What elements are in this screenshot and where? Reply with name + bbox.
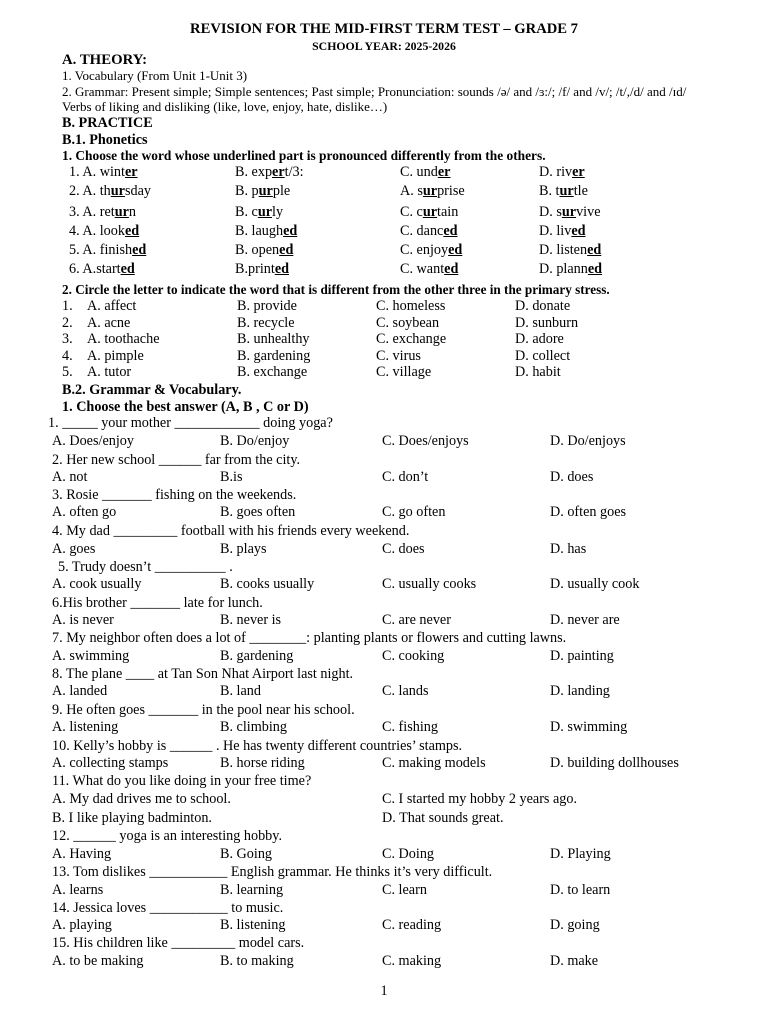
option-text: B. p xyxy=(235,183,259,199)
option-text: sday xyxy=(124,183,151,199)
answer-option[interactable]: D. to learn xyxy=(550,882,611,898)
option-text: 1. A. wint xyxy=(69,164,125,180)
answer-option[interactable]: C. cooking xyxy=(382,648,445,664)
answer-options xyxy=(0,612,768,629)
option-text: D. s xyxy=(539,204,562,220)
phonetics-row xyxy=(0,164,768,181)
option-text: 5. A. finish xyxy=(69,242,133,258)
underlined-part: ed xyxy=(120,261,135,277)
answer-options xyxy=(0,719,768,736)
answer-option[interactable]: C. Doing xyxy=(382,846,435,862)
school-year: SCHOOL YEAR: 2025-2026 xyxy=(312,39,456,53)
theory-grammar: 2. Grammar: Present simple; Simple sentences; Past simple; Pronunciation: sounds /ə/ and /ɜ:/; /f/ and /v/; /t/,/d/ and /ɪd/ xyxy=(62,84,687,99)
question-number: 5. xyxy=(62,364,73,380)
question-number: 1. xyxy=(62,298,73,314)
option-text: 3. A. ret xyxy=(69,204,115,220)
answer-option[interactable]: B. plays xyxy=(220,541,267,557)
phonetics-option xyxy=(235,164,304,181)
answer-options xyxy=(0,648,768,665)
stress-option: A. toothache xyxy=(87,331,160,347)
answer-option[interactable]: B.is xyxy=(220,469,243,485)
phonetics-option xyxy=(539,164,585,181)
answer-option[interactable]: C. making xyxy=(382,953,442,969)
underlined-part: ed xyxy=(571,223,586,239)
answer-options xyxy=(0,576,768,593)
question-text: 10. Kelly’s hobby is ______ . He has twenty different countries’ stamps. xyxy=(52,738,463,754)
answer-option[interactable]: D. building dollhouses xyxy=(550,755,679,771)
underlined-part: er xyxy=(572,164,585,180)
answer-option[interactable]: D. has xyxy=(550,541,587,557)
answer-option[interactable]: B. climbing xyxy=(220,719,287,735)
option-text: A. s xyxy=(400,183,423,199)
option-text: prise xyxy=(437,183,465,199)
underlined-part: er xyxy=(437,164,451,180)
phonetics-option xyxy=(539,223,586,240)
answer-option[interactable]: C. learn xyxy=(382,882,427,898)
option-text: n xyxy=(128,204,136,220)
answer-option[interactable]: B. never is xyxy=(220,612,282,628)
option-text: B. laugh xyxy=(235,223,284,239)
answer-options xyxy=(0,433,768,450)
phonetics-row xyxy=(0,261,768,278)
underlined-part: ur xyxy=(559,183,574,199)
stress-option: C. soybean xyxy=(376,315,440,331)
underlined-part: ur xyxy=(114,204,129,220)
stress-option: C. village xyxy=(376,364,432,380)
answer-option[interactable]: A. listening xyxy=(52,719,119,735)
answer-options xyxy=(0,755,768,772)
phonetics-option xyxy=(69,223,139,240)
phonetics-option xyxy=(539,183,588,200)
answer-option[interactable]: A. collecting stamps xyxy=(52,755,169,771)
answer-option[interactable]: D. never are xyxy=(550,612,620,628)
phonetics-option xyxy=(69,204,136,221)
question-text: 6.His brother _______ late for lunch. xyxy=(52,595,263,611)
underlined-part: er xyxy=(124,164,138,180)
phonetics-option xyxy=(235,261,289,278)
phonetics-option xyxy=(400,204,458,221)
answer-option[interactable]: B. to making xyxy=(220,953,294,969)
answer-option[interactable]: A. to be making xyxy=(52,953,144,969)
option-text: D. riv xyxy=(539,164,573,180)
answer-options xyxy=(0,882,768,899)
answer-option[interactable]: B. Going xyxy=(220,846,273,862)
answer-option[interactable]: D. That sounds great. xyxy=(382,810,504,826)
phonetics-row xyxy=(0,183,768,200)
underlined-part: ur xyxy=(561,204,577,220)
stress-option: C. virus xyxy=(376,348,421,364)
underlined-part: ur xyxy=(422,183,438,199)
underlined-part: ed xyxy=(283,223,298,239)
option-text: B. exp xyxy=(235,164,273,180)
stress-option: A. acne xyxy=(87,315,131,331)
stress-row xyxy=(0,331,768,348)
underlined-part: ed xyxy=(448,242,463,258)
grammar-heading: B.2. Grammar & Vocabulary. xyxy=(62,382,242,398)
option-text: B. open xyxy=(235,242,280,258)
phonetics-option xyxy=(235,204,283,221)
question-number: 2. xyxy=(62,315,73,331)
phonetics-option xyxy=(400,183,465,200)
answer-option[interactable]: C. reading xyxy=(382,917,442,933)
stress-option: B. exchange xyxy=(237,364,308,380)
phonetics-option xyxy=(69,242,146,259)
question-text: 1. _____ your mother ____________ doing yoga? xyxy=(48,415,333,431)
answer-options xyxy=(0,953,768,970)
question-number: 3. xyxy=(62,331,73,347)
answer-options xyxy=(0,810,768,827)
answer-option[interactable]: D. landing xyxy=(550,683,610,699)
answer-option[interactable]: C. usually cooks xyxy=(382,576,477,592)
theory-vocabulary: 1. Vocabulary (From Unit 1-Unit 3) xyxy=(62,68,248,83)
answer-option[interactable]: C. I started my hobby 2 years ago. xyxy=(382,791,578,807)
answer-option[interactable]: D. going xyxy=(550,917,600,933)
question-text: 15. His children like _________ model cars. xyxy=(52,935,305,951)
answer-option[interactable]: A. Having xyxy=(52,846,112,862)
stress-row xyxy=(0,315,768,332)
stress-option: D. sunburn xyxy=(515,315,579,331)
answer-option[interactable]: C. making models xyxy=(382,755,486,771)
phonetics-option xyxy=(69,164,138,181)
phonetics-option xyxy=(539,261,602,278)
answer-option[interactable]: D. Playing xyxy=(550,846,611,862)
underlined-part: ur xyxy=(258,183,273,199)
stress-option: B. gardening xyxy=(237,348,311,364)
question-text: 5. Trudy doesn’t __________ . xyxy=(58,559,233,575)
answer-option[interactable]: B. gardening xyxy=(220,648,294,664)
option-text: C. c xyxy=(400,204,423,220)
stress-option: B. provide xyxy=(237,298,297,314)
multiple-choice-title: 1. Choose the best answer (A, B , C or D) xyxy=(62,399,309,415)
option-text: C. und xyxy=(400,164,438,180)
answer-option[interactable]: C. go often xyxy=(382,504,446,520)
underlined-part: ed xyxy=(587,261,603,277)
theory-verbs: Verbs of liking and disliking (like, love, enjoy, hate, dislike…) xyxy=(62,99,388,114)
answer-option[interactable]: D. usually cook xyxy=(550,576,640,592)
answer-option[interactable]: C. Does/enjoys xyxy=(382,433,469,449)
answer-option[interactable]: B. Do/enjoy xyxy=(220,433,290,449)
answer-option[interactable]: D. often goes xyxy=(550,504,627,520)
phonetics-option xyxy=(400,261,458,278)
answer-option[interactable]: B. I like playing badminton. xyxy=(52,810,212,826)
underlined-part: ed xyxy=(444,261,459,277)
phonetics-heading: B.1. Phonetics xyxy=(62,132,148,148)
stress-option: D. collect xyxy=(515,348,571,364)
phonetics-row xyxy=(0,242,768,259)
answer-option[interactable]: A. landed xyxy=(52,683,108,699)
page-number: 1 xyxy=(380,983,388,999)
answer-option[interactable]: C. are never xyxy=(382,612,451,628)
answer-options xyxy=(0,791,768,808)
underlined-part: ed xyxy=(124,223,140,239)
question-number: 4. xyxy=(62,348,73,364)
option-text: 6. A.start xyxy=(69,261,121,277)
answer-options xyxy=(0,469,768,486)
phonetics-option xyxy=(69,261,135,278)
question-text: 11. What do you like doing in your free time? xyxy=(52,773,312,789)
answer-option[interactable]: D. make xyxy=(550,953,599,969)
answer-option[interactable]: D. does xyxy=(550,469,594,485)
underlined-part: ed xyxy=(279,242,294,258)
option-text: tle xyxy=(573,183,588,199)
stress-option: D. donate xyxy=(515,298,571,314)
answer-option[interactable]: D. swimming xyxy=(550,719,628,735)
phonetics-option xyxy=(235,183,290,200)
answer-option[interactable]: A. cook usually xyxy=(52,576,142,592)
question-text: 9. He often goes _______ in the pool near his school. xyxy=(52,702,355,718)
question-text: 12. ______ yoga is an interesting hobby. xyxy=(52,828,282,844)
underlined-part: ur xyxy=(257,204,273,220)
underlined-part: ed xyxy=(587,242,602,258)
phonetics-option xyxy=(400,242,462,259)
stress-option: C. exchange xyxy=(376,331,447,347)
option-text: t/3: xyxy=(284,164,304,180)
option-text: ple xyxy=(272,183,291,199)
answer-option[interactable]: D. painting xyxy=(550,648,614,664)
stress-row xyxy=(0,298,768,315)
answer-option[interactable]: C. fishing xyxy=(382,719,438,735)
practice-heading: B. PRACTICE xyxy=(62,115,153,131)
phonetics-row xyxy=(0,204,768,221)
answer-options xyxy=(0,846,768,863)
option-text: B. t xyxy=(539,183,560,199)
question-text: 3. Rosie _______ fishing on the weekends. xyxy=(52,487,297,503)
answer-option[interactable]: B. listening xyxy=(220,917,286,933)
question-text: 8. The plane ____ at Tan Son Nhat Airport last night. xyxy=(52,666,354,682)
answer-option[interactable]: B. horse riding xyxy=(220,755,305,771)
phonetics-option xyxy=(69,183,151,200)
phonetics-row xyxy=(0,223,768,240)
answer-option[interactable]: C. does xyxy=(382,541,425,557)
question-text: 13. Tom dislikes ___________ English grammar. He thinks it’s very difficult. xyxy=(52,864,493,880)
answer-option[interactable]: A. swimming xyxy=(52,648,130,664)
phonetics-option xyxy=(235,242,293,259)
option-text: B. c xyxy=(235,204,258,220)
answer-options xyxy=(0,541,768,558)
answer-option[interactable]: B. land xyxy=(220,683,261,699)
option-text: D. liv xyxy=(539,223,572,239)
answer-option[interactable]: A. not xyxy=(52,469,88,485)
answer-options xyxy=(0,917,768,934)
option-text: 4. A. look xyxy=(69,223,125,239)
question-text: 7. My neighbor often does a lot of ________: planting plants or flowers and cutting lawns. xyxy=(52,630,567,646)
option-text: C. danc xyxy=(400,223,444,239)
answer-option[interactable]: A. Does/enjoy xyxy=(52,433,134,449)
answer-option[interactable]: A. learns xyxy=(52,882,104,898)
option-text: vive xyxy=(576,204,601,220)
option-text: B.print xyxy=(235,261,275,277)
answer-option[interactable]: A. My dad drives me to school. xyxy=(52,791,231,807)
option-text: C. enjoy xyxy=(400,242,449,258)
answer-option[interactable]: A. playing xyxy=(52,917,112,933)
answer-options xyxy=(0,504,768,521)
question-text: 14. Jessica loves ___________ to music. xyxy=(52,900,284,916)
stress-option: A. affect xyxy=(87,298,137,314)
underlined-part: er xyxy=(272,164,285,180)
stress-option: D. habit xyxy=(515,364,561,380)
answer-option[interactable]: B. goes often xyxy=(220,504,296,520)
phonetics-option xyxy=(539,242,601,259)
answer-options xyxy=(0,683,768,700)
stress-option: A. tutor xyxy=(87,364,132,380)
underlined-part: ur xyxy=(110,183,125,199)
theory-heading: A. THEORY: xyxy=(62,52,147,68)
stress-option: B. unhealthy xyxy=(237,331,310,347)
stress-option: A. pimple xyxy=(87,348,144,364)
option-text: D. listen xyxy=(539,242,588,258)
answer-option[interactable]: A. often go xyxy=(52,504,117,520)
option-text: C. want xyxy=(400,261,445,277)
option-text: 2. A. th xyxy=(69,183,111,199)
answer-option[interactable]: B. learning xyxy=(220,882,284,898)
option-text: tain xyxy=(437,204,459,220)
answer-option[interactable]: D. Do/enjoys xyxy=(550,433,626,449)
answer-option[interactable]: B. cooks usually xyxy=(220,576,315,592)
document-title: REVISION FOR THE MID-FIRST TERM TEST – GRADE 7 xyxy=(190,21,578,37)
stress-row xyxy=(0,364,768,381)
phonetics-option xyxy=(400,164,450,181)
answer-option[interactable]: C. lands xyxy=(382,683,429,699)
question-text: 4. My dad _________ football with his friends every weekend. xyxy=(52,523,410,539)
phonetics-q1-title: 1. Choose the word whose underlined part is pronounced differently from the others. xyxy=(62,148,546,163)
phonetics-option xyxy=(539,204,601,221)
stress-option: B. recycle xyxy=(237,315,295,331)
answer-option[interactable]: A. is never xyxy=(52,612,114,628)
option-text: D. plann xyxy=(539,261,588,277)
underlined-part: ed xyxy=(132,242,147,258)
underlined-part: ur xyxy=(422,204,438,220)
question-text: 2. Her new school ______ far from the city. xyxy=(52,452,301,468)
phonetics-q2-title: 2. Circle the letter to indicate the word that is different from the other three in the primary stress. xyxy=(62,282,610,297)
phonetics-option xyxy=(400,223,458,240)
answer-option[interactable]: C. don’t xyxy=(382,469,429,485)
underlined-part: ed xyxy=(274,261,289,277)
option-text: ly xyxy=(272,204,284,220)
stress-row xyxy=(0,348,768,365)
stress-option: D. adore xyxy=(515,331,564,347)
underlined-part: ed xyxy=(443,223,458,239)
phonetics-option xyxy=(235,223,297,240)
answer-option[interactable]: A. goes xyxy=(52,541,96,557)
stress-option: C. homeless xyxy=(376,298,446,314)
